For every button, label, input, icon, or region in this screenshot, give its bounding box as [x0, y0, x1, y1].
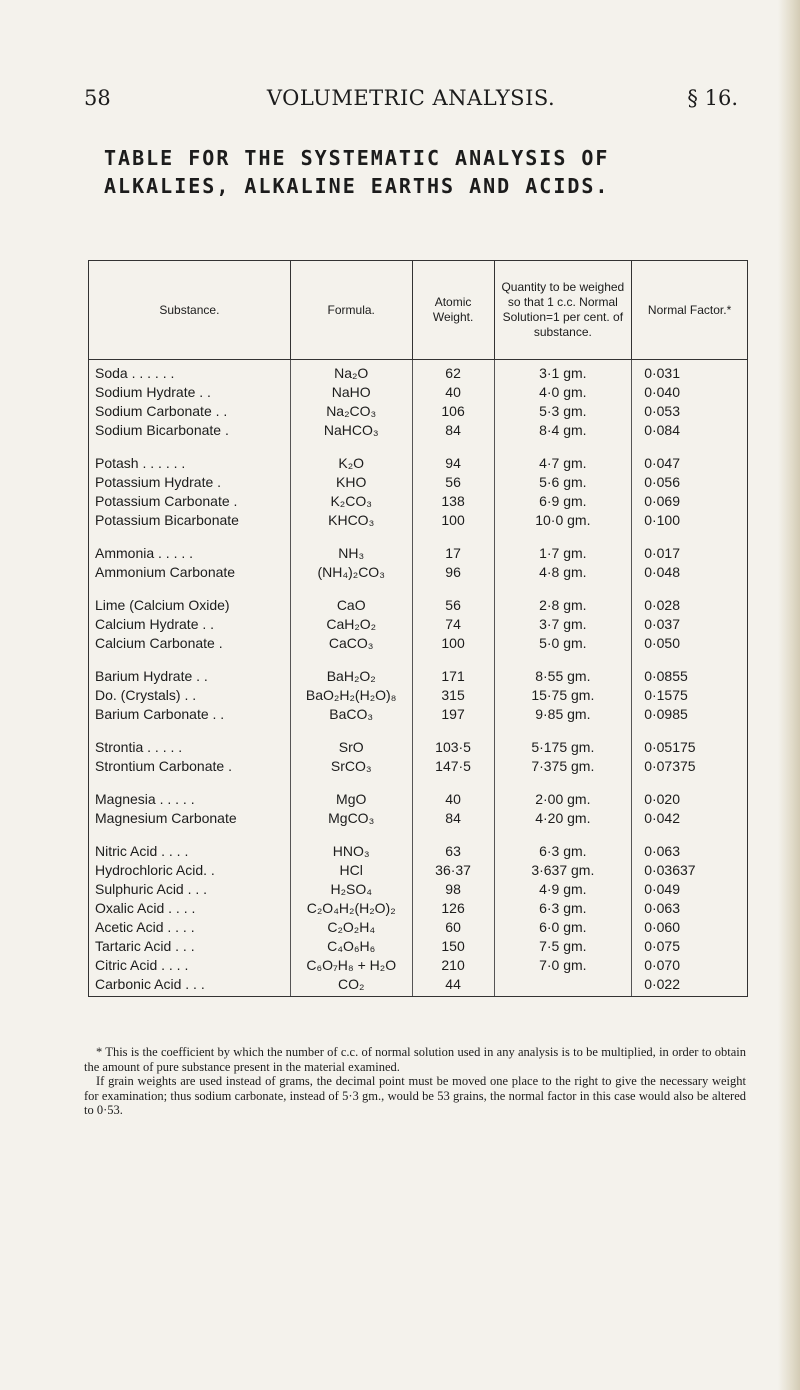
quantity-cell: 8·4 gm.	[494, 421, 632, 440]
quantity-cell: 7·5 gm.	[494, 937, 632, 956]
spacer-cell	[290, 776, 412, 790]
spacer-cell	[494, 530, 632, 544]
quantity-cell: 3·1 gm.	[494, 360, 632, 384]
atomic-weight-cell: 74	[412, 615, 494, 634]
atomic-weight-cell: 147·5	[412, 757, 494, 776]
normal-factor-cell: 0·017	[632, 544, 748, 563]
table-row	[89, 634, 748, 653]
normal-factor-cell: 0·028	[632, 596, 748, 615]
quantity-cell: 2·00 gm.	[494, 790, 632, 809]
spacer-cell	[632, 776, 748, 790]
formula-cell: HCl	[290, 861, 412, 880]
table-row	[89, 473, 748, 492]
table-row	[89, 861, 748, 880]
col-header-substance: Substance.	[89, 261, 291, 360]
formula-cell: KHCO₃	[290, 511, 412, 530]
formula-cell: CaH₂O₂	[290, 615, 412, 634]
table-row	[89, 705, 748, 724]
normal-factor-cell: 0·060	[632, 918, 748, 937]
spacer-cell	[89, 828, 291, 842]
normal-factor-cell: 0·084	[632, 421, 748, 440]
formula-cell: NaHCO₃	[290, 421, 412, 440]
formula-cell: BaH₂O₂	[290, 667, 412, 686]
spacer-cell	[89, 440, 291, 454]
footnote-paragraph-2: If grain weights are used instead of grams, the decimal point must be moved one place to the right to give the necessary weight for examination; thus sodium carbonate, instead of 5·3 gm., would be 53 grains, the normal factor in this case would also be altered to 0·53.	[84, 1074, 746, 1118]
substance-cell: Potash . . . . . .	[89, 454, 291, 473]
table-row	[89, 686, 748, 705]
formula-cell: Na₂O	[290, 360, 412, 384]
substance-cell: Soda . . . . . .	[89, 360, 291, 384]
running-header	[84, 86, 738, 116]
formula-cell: (NH₄)₂CO₃	[290, 563, 412, 582]
spacer-cell	[632, 653, 748, 667]
table-row	[89, 842, 748, 861]
table-row	[89, 615, 748, 634]
normal-factor-cell: 0·048	[632, 563, 748, 582]
normal-factor-cell: 0·047	[632, 454, 748, 473]
normal-factor-cell: 0·020	[632, 790, 748, 809]
atomic-weight-cell: 98	[412, 880, 494, 899]
normal-factor-cell: 0·037	[632, 615, 748, 634]
atomic-weight-cell: 56	[412, 473, 494, 492]
spacer-cell	[412, 828, 494, 842]
footnote-paragraph-1: * This is the coefficient by which the number of c.c. of normal solution used in any analysis is to be multiplied, in order to obtain the amount of pure substance present in the material examined.	[84, 1045, 746, 1074]
table-row	[89, 918, 748, 937]
substance-cell: Potassium Hydrate .	[89, 473, 291, 492]
normal-factor-cell: 0·07375	[632, 757, 748, 776]
spacer-cell	[412, 724, 494, 738]
formula-cell: KHO	[290, 473, 412, 492]
table-row	[89, 596, 748, 615]
substance-cell: Sodium Hydrate . .	[89, 383, 291, 402]
spacer-cell	[290, 724, 412, 738]
table-row	[89, 956, 748, 975]
quantity-cell: 4·9 gm.	[494, 880, 632, 899]
atomic-weight-cell: 36·37	[412, 861, 494, 880]
quantity-cell: 2·8 gm.	[494, 596, 632, 615]
substance-cell: Potassium Carbonate .	[89, 492, 291, 511]
formula-cell: NH₃	[290, 544, 412, 563]
normal-factor-cell: 0·03637	[632, 861, 748, 880]
table-row	[89, 937, 748, 956]
col-header-formula: Formula.	[290, 261, 412, 360]
spacer-cell	[632, 724, 748, 738]
formula-cell: C₄O₆H₆	[290, 937, 412, 956]
spacer-cell	[89, 653, 291, 667]
quantity-cell: 5·0 gm.	[494, 634, 632, 653]
col-header-quantity: Quantity to be weighed so that 1 c.c. Normal Solution=1 per cent. of substance.	[494, 261, 632, 360]
section-number: § 16.	[687, 86, 738, 110]
group-spacer	[89, 776, 748, 790]
substance-cell: Hydrochloric Acid. .	[89, 861, 291, 880]
normal-factor-cell: 0·05175	[632, 738, 748, 757]
atomic-weight-cell: 100	[412, 634, 494, 653]
title-line-2: ALKALIES, ALKALINE EARTHS AND ACIDS.	[104, 174, 610, 198]
spacer-cell	[290, 582, 412, 596]
substance-cell: Oxalic Acid . . . .	[89, 899, 291, 918]
page-edge	[778, 0, 800, 1390]
formula-cell: C₆O₇H₈ + H₂O	[290, 956, 412, 975]
formula-cell: BaCO₃	[290, 705, 412, 724]
quantity-cell: 7·375 gm.	[494, 757, 632, 776]
substance-cell: Potassium Bicarbonate	[89, 511, 291, 530]
formula-cell: Na₂CO₃	[290, 402, 412, 421]
atomic-weight-cell: 84	[412, 421, 494, 440]
substance-cell: Acetic Acid . . . .	[89, 918, 291, 937]
spacer-cell	[494, 582, 632, 596]
atomic-weight-cell: 106	[412, 402, 494, 421]
atomic-weight-cell: 56	[412, 596, 494, 615]
substance-cell: Barium Hydrate . .	[89, 667, 291, 686]
normal-factor-cell: 0·063	[632, 899, 748, 918]
table-row	[89, 563, 748, 582]
table-row	[89, 880, 748, 899]
table-row	[89, 975, 748, 997]
atomic-weight-cell: 62	[412, 360, 494, 384]
substance-cell: Sodium Carbonate . .	[89, 402, 291, 421]
substance-cell: Calcium Hydrate . .	[89, 615, 291, 634]
quantity-cell: 4·8 gm.	[494, 563, 632, 582]
formula-cell: MgCO₃	[290, 809, 412, 828]
col-header-atomic-weight: Atomic Weight.	[412, 261, 494, 360]
quantity-cell: 5·3 gm.	[494, 402, 632, 421]
table-body	[89, 360, 748, 997]
formula-cell: CaCO₃	[290, 634, 412, 653]
spacer-cell	[632, 440, 748, 454]
formula-cell: C₂O₄H₂(H₂O)₂	[290, 899, 412, 918]
quantity-cell: 3·637 gm.	[494, 861, 632, 880]
spacer-cell	[412, 653, 494, 667]
quantity-cell	[494, 975, 632, 997]
atomic-weight-cell: 40	[412, 790, 494, 809]
normal-factor-cell: 0·031	[632, 360, 748, 384]
formula-cell: K₂O	[290, 454, 412, 473]
spacer-cell	[290, 653, 412, 667]
table-row	[89, 383, 748, 402]
col-header-normal-factor: Normal Factor.*	[632, 261, 748, 360]
substance-cell: Ammonium Carbonate	[89, 563, 291, 582]
quantity-cell: 6·3 gm.	[494, 842, 632, 861]
quantity-cell: 6·3 gm.	[494, 899, 632, 918]
spacer-cell	[494, 440, 632, 454]
substance-cell: Carbonic Acid . . .	[89, 975, 291, 997]
atomic-weight-cell: 138	[412, 492, 494, 511]
table-row	[89, 738, 748, 757]
formula-cell: BaO₂H₂(H₂O)₈	[290, 686, 412, 705]
table-row	[89, 454, 748, 473]
atomic-weight-cell: 126	[412, 899, 494, 918]
atomic-weight-cell: 315	[412, 686, 494, 705]
atomic-weight-cell: 17	[412, 544, 494, 563]
substance-cell: Barium Carbonate . .	[89, 705, 291, 724]
quantity-cell: 8·55 gm.	[494, 667, 632, 686]
quantity-cell: 4·0 gm.	[494, 383, 632, 402]
group-spacer	[89, 653, 748, 667]
table-row	[89, 421, 748, 440]
quantity-cell: 3·7 gm.	[494, 615, 632, 634]
atomic-weight-cell: 94	[412, 454, 494, 473]
substance-cell: Magnesia . . . . .	[89, 790, 291, 809]
spacer-cell	[89, 530, 291, 544]
table-header-row	[89, 261, 748, 360]
formula-cell: SrCO₃	[290, 757, 412, 776]
group-spacer	[89, 828, 748, 842]
quantity-cell: 4·20 gm.	[494, 809, 632, 828]
formula-cell: CO₂	[290, 975, 412, 997]
spacer-cell	[89, 724, 291, 738]
atomic-weight-cell: 197	[412, 705, 494, 724]
quantity-cell: 10·0 gm.	[494, 511, 632, 530]
table-title	[104, 144, 724, 200]
normal-factor-cell: 0·070	[632, 956, 748, 975]
substance-cell: Tartaric Acid . . .	[89, 937, 291, 956]
normal-factor-cell: 0·075	[632, 937, 748, 956]
spacer-cell	[89, 582, 291, 596]
spacer-cell	[290, 440, 412, 454]
substance-cell: Magnesium Carbonate	[89, 809, 291, 828]
normal-factor-cell: 0·040	[632, 383, 748, 402]
group-spacer	[89, 724, 748, 738]
quantity-cell: 6·0 gm.	[494, 918, 632, 937]
analysis-table	[88, 260, 748, 997]
substance-cell: Ammonia . . . . .	[89, 544, 291, 563]
spacer-cell	[494, 828, 632, 842]
formula-cell: NaHO	[290, 383, 412, 402]
quantity-cell: 15·75 gm.	[494, 686, 632, 705]
group-spacer	[89, 530, 748, 544]
atomic-weight-cell: 63	[412, 842, 494, 861]
formula-cell: K₂CO₃	[290, 492, 412, 511]
table-row	[89, 899, 748, 918]
quantity-cell: 4·7 gm.	[494, 454, 632, 473]
normal-factor-cell: 0·063	[632, 842, 748, 861]
spacer-cell	[290, 530, 412, 544]
normal-factor-cell: 0·049	[632, 880, 748, 899]
formula-cell: H₂SO₄	[290, 880, 412, 899]
atomic-weight-cell: 44	[412, 975, 494, 997]
formula-cell: MgO	[290, 790, 412, 809]
atomic-weight-cell: 150	[412, 937, 494, 956]
group-spacer	[89, 582, 748, 596]
spacer-cell	[412, 530, 494, 544]
normal-factor-cell: 0·042	[632, 809, 748, 828]
quantity-cell: 7·0 gm.	[494, 956, 632, 975]
atomic-weight-cell: 100	[412, 511, 494, 530]
spacer-cell	[632, 828, 748, 842]
title-line-1: TABLE FOR THE SYSTEMATIC ANALYSIS OF	[104, 146, 610, 170]
substance-cell: Strontia . . . . .	[89, 738, 291, 757]
running-title: VOLUMETRIC ANALYSIS.	[266, 86, 556, 110]
spacer-cell	[412, 776, 494, 790]
quantity-cell: 6·9 gm.	[494, 492, 632, 511]
spacer-cell	[290, 828, 412, 842]
spacer-cell	[89, 776, 291, 790]
substance-cell: Calcium Carbonate .	[89, 634, 291, 653]
table-row	[89, 790, 748, 809]
atomic-weight-cell: 171	[412, 667, 494, 686]
substance-cell: Sodium Bicarbonate .	[89, 421, 291, 440]
atomic-weight-cell: 60	[412, 918, 494, 937]
quantity-cell: 5·175 gm.	[494, 738, 632, 757]
atomic-weight-cell: 40	[412, 383, 494, 402]
quantity-cell: 9·85 gm.	[494, 705, 632, 724]
page-number: 58	[84, 86, 111, 110]
formula-cell: SrO	[290, 738, 412, 757]
spacer-cell	[632, 530, 748, 544]
substance-cell: Strontium Carbonate .	[89, 757, 291, 776]
substance-cell: Nitric Acid . . . .	[89, 842, 291, 861]
atomic-weight-cell: 103·5	[412, 738, 494, 757]
table-row	[89, 492, 748, 511]
atomic-weight-cell: 210	[412, 956, 494, 975]
normal-factor-cell: 0·053	[632, 402, 748, 421]
table-row	[89, 360, 748, 384]
table-row	[89, 667, 748, 686]
substance-cell: Lime (Calcium Oxide)	[89, 596, 291, 615]
spacer-cell	[412, 440, 494, 454]
normal-factor-cell: 0·069	[632, 492, 748, 511]
table-row	[89, 809, 748, 828]
spacer-cell	[494, 776, 632, 790]
table-row	[89, 511, 748, 530]
normal-factor-cell: 0·050	[632, 634, 748, 653]
normal-factor-cell: 0·1575	[632, 686, 748, 705]
atomic-weight-cell: 84	[412, 809, 494, 828]
atomic-weight-cell: 96	[412, 563, 494, 582]
substance-cell: Citric Acid . . . .	[89, 956, 291, 975]
spacer-cell	[632, 582, 748, 596]
formula-cell: C₂O₂H₄	[290, 918, 412, 937]
group-spacer	[89, 440, 748, 454]
substance-cell: Do. (Crystals) . .	[89, 686, 291, 705]
quantity-cell: 1·7 gm.	[494, 544, 632, 563]
table-row	[89, 402, 748, 421]
quantity-cell: 5·6 gm.	[494, 473, 632, 492]
formula-cell: CaO	[290, 596, 412, 615]
normal-factor-cell: 0·022	[632, 975, 748, 997]
spacer-cell	[494, 724, 632, 738]
footnote	[84, 1045, 746, 1118]
table-row	[89, 544, 748, 563]
table-row	[89, 757, 748, 776]
normal-factor-cell: 0·056	[632, 473, 748, 492]
formula-cell: HNO₃	[290, 842, 412, 861]
normal-factor-cell: 0·100	[632, 511, 748, 530]
substance-cell: Sulphuric Acid . . .	[89, 880, 291, 899]
spacer-cell	[494, 653, 632, 667]
normal-factor-cell: 0·0855	[632, 667, 748, 686]
spacer-cell	[412, 582, 494, 596]
normal-factor-cell: 0·0985	[632, 705, 748, 724]
